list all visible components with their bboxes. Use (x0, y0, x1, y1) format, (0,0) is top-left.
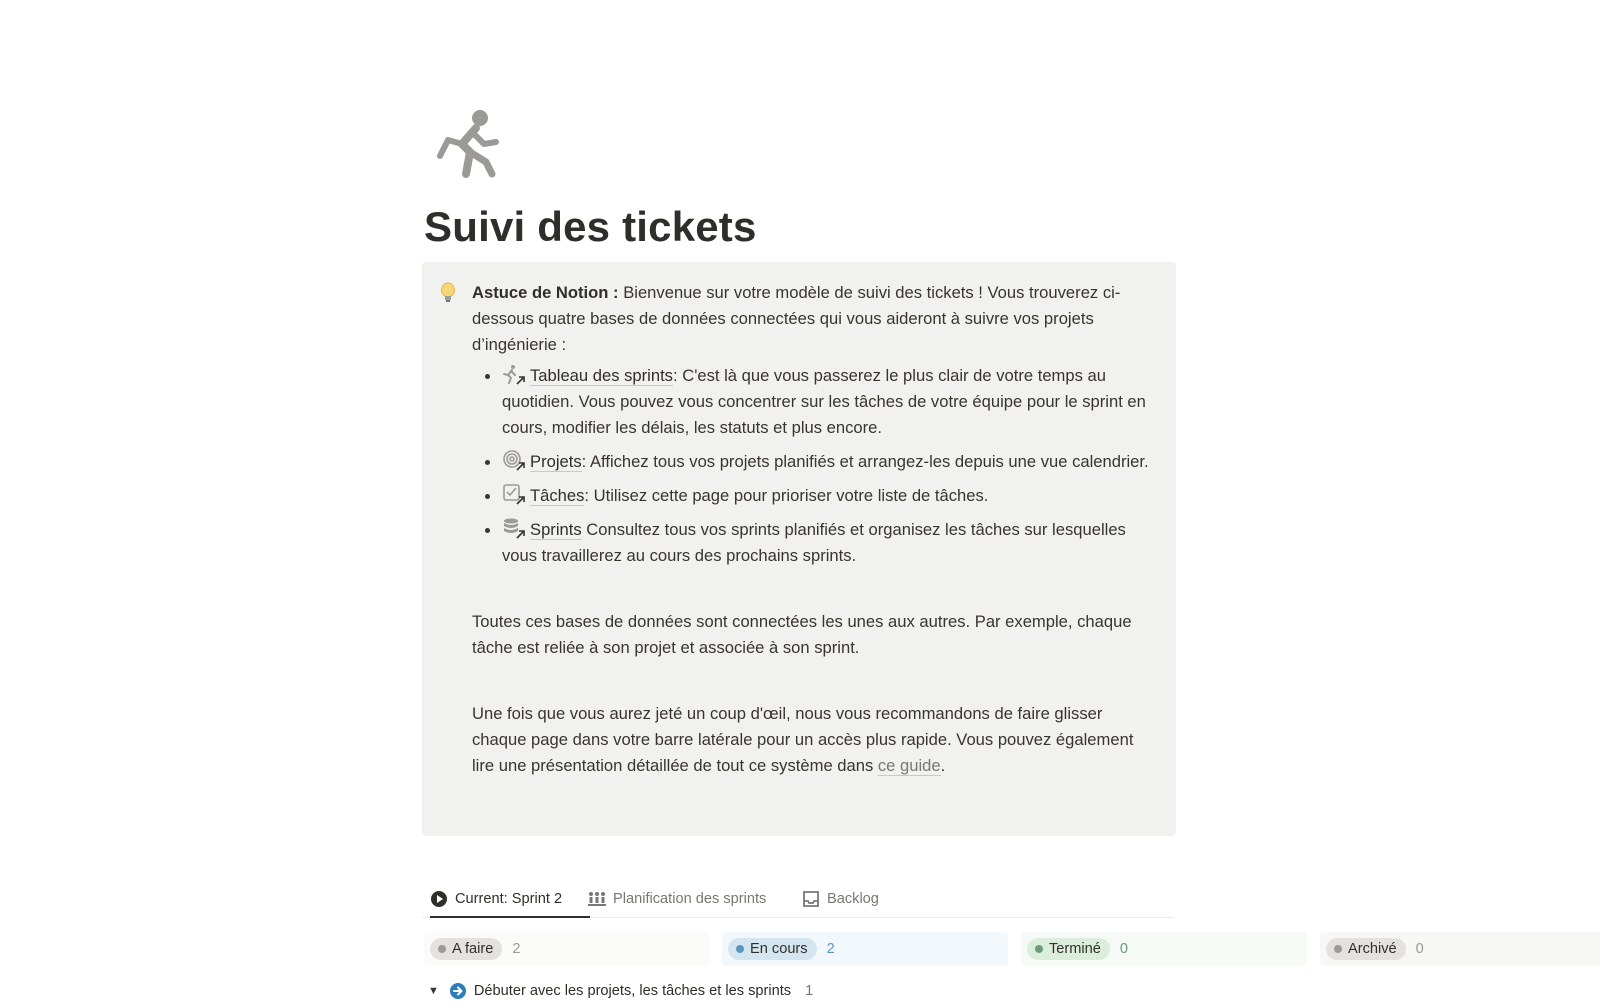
status-badge: Archivé (1326, 938, 1406, 960)
page-title[interactable]: Suivi des tickets (424, 203, 757, 250)
tab-backlog[interactable]: Backlog (802, 880, 879, 917)
board-column-archive[interactable] (1320, 932, 1600, 966)
status-dot (1035, 945, 1043, 953)
status-badge: A faire (430, 938, 502, 960)
status-dot (1334, 945, 1342, 953)
tab-planification-des-sprints[interactable]: Planification des sprints (588, 880, 766, 917)
callout-block (422, 262, 1176, 836)
board-column-a-faire[interactable] (424, 932, 710, 966)
column-count: 0 (1119, 941, 1129, 957)
link-taches[interactable]: Tâches (530, 486, 585, 505)
link-projets[interactable]: Projets (530, 452, 582, 471)
checkbox-link-icon (502, 484, 526, 506)
tab-current-sprint[interactable]: Current: Sprint 2 (430, 880, 590, 917)
column-count: 2 (512, 941, 521, 957)
column-count: 2 (826, 941, 835, 957)
board-column-termine[interactable] (1021, 932, 1307, 966)
database-link-icon (502, 518, 526, 540)
list-item: • Tableau des sprints: C'est là que vous passerez le plus clair de votre temps au quotidien. Vous pouvez vous concentrer sur les tâches de votre équipe pour le sprint en cours, modifier les délais, les statuts et plus encore. (502, 362, 1154, 441)
link-sprints[interactable]: Sprints (530, 520, 582, 539)
inbox-tray-icon (802, 890, 820, 908)
arrow-circle-right-icon (449, 982, 467, 1000)
caret-down-icon[interactable]: ▼ (428, 985, 439, 997)
status-badge: En cours (728, 938, 817, 960)
callout-intro: Astuce de Notion : Bienvenue sur votre modèle de suivi des tickets ! Vous trouverez ci-dessous quatre bases de données connectées qui vous aideront à suivre vos projets d’ingénierie : (472, 283, 1121, 354)
group-count: 1 (805, 983, 814, 999)
group-label: Débuter avec les projets, les tâches et les sprints (473, 983, 792, 999)
people-planning-icon (588, 890, 606, 908)
status-dot (736, 945, 744, 953)
callout-paragraph-guide: Une fois que vous aurez jeté un coup d'œil, nous vous recommandons de faire glisser chaque page dans votre barre latérale pour un accès plus rapide. Vous pouvez également lire une présentation détaillée de tout ce système dans ce guide. (472, 704, 1134, 775)
list-item: • Sprints Consultez tous vos sprints planifiés et organisez les tâches sur lesquelles vous travaillerez au cours des prochains sprints. (502, 516, 1154, 569)
guide-link[interactable]: ce guide (877, 756, 941, 775)
list-item: • Projets: Affichez tous vos projets planifiés et arrangez-les depuis une vue calendrier. (502, 448, 1154, 475)
board-column-en-cours[interactable] (722, 932, 1008, 966)
status-badge: Terminé (1027, 938, 1110, 960)
play-circle-icon (430, 890, 448, 908)
list-item: • Tâches: Utilisez cette page pour prioriser votre liste de tâches. (502, 482, 1154, 509)
status-dot (438, 945, 446, 953)
running-person-icon[interactable] (436, 108, 502, 178)
column-count: 0 (1415, 941, 1424, 957)
callout-paragraph-connections: Toutes ces bases de données sont connectées les unes aux autres. Par exemple, chaque tâche est reliée à son projet et associée à son sprint. (472, 612, 1132, 657)
callout-title: Astuce de Notion : (472, 283, 619, 302)
running-person-link-icon (502, 364, 526, 386)
database-list (472, 362, 1154, 569)
target-link-icon (502, 450, 526, 472)
lightbulb-icon[interactable] (440, 282, 456, 304)
view-tabs (422, 880, 1174, 918)
link-tableau-des-sprints[interactable]: Tableau des sprints (530, 366, 673, 385)
